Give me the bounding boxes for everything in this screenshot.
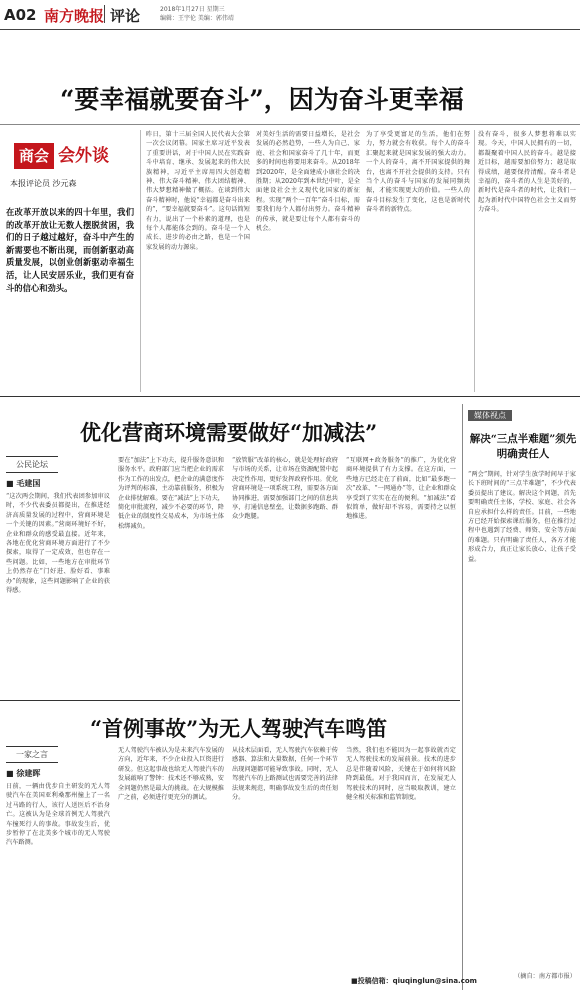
- article3-column-3: 从技术层面看，无人驾驶汽车依赖于传感器、算法和大量数据，任何一个环节出现问题都可能导致事故。同时，无人驾驶汽车的上路测试也需要完善的法律法规来规范，明确事故发生后的责任划分。: [232, 747, 338, 802]
- article2-column-tag: 公民论坛: [6, 456, 58, 473]
- paper-name: 南方晚报: [44, 7, 105, 25]
- column-logo-text: 会外谈: [58, 146, 109, 166]
- column-divider: [474, 130, 475, 392]
- divider: [0, 124, 580, 125]
- section-divider: [0, 396, 580, 397]
- article1-headline: “要幸福就要奋斗”，因为奋斗更幸福: [60, 85, 464, 114]
- article1-byline: 本报评论员 沙元森: [10, 179, 77, 188]
- masthead: [0, 0, 580, 30]
- article3-column-4: 当然，我们也不能因为一起事故就否定无人驾驶技术的发展前景。技术的进步总是伴随着风险，关键在于如何将风险降到最低。对于我国而言，在发展无人驾驶技术的同时，应当吸取教训，建立健全相关标准和监管制度。: [346, 747, 456, 802]
- sidebar-divider: [462, 404, 463, 990]
- sidebox-header: [468, 410, 576, 421]
- article1-column-2: 对美好生活的需要日益增长，是社会发展的必然趋势，一些人为自己、家庭、社会和国家奋斗了几十年，而更多的时间也将要用来奋斗。从2018年到2020年，是全面建成小康社会的决胜期；从2020年到本世纪中叶，是全面建设社会主义现代化国家的新征程。实现“两个一百年”奋斗目标，需要我们每个人都付出努力。奋斗精神的传承，就是要让每个人都有奋斗的机会。: [256, 131, 360, 233]
- article3-column-2: 无人驾驶汽车被认为是未来汽车发展的方向，近年来，不少企业投入巨资进行研发。但这起事故也给无人驾驶汽车的发展敲响了警钟：技术还不够成熟，安全问题仍然是最大的挑战。在大规模推广之前，必须进行更充分的测试。: [118, 747, 224, 802]
- sidebox-title: 解决“三点半难题”须先明确责任人: [469, 433, 577, 460]
- editors: 编辑：王宇伦 美编：郭伟靖: [160, 15, 234, 22]
- article1-column-1: 昨日，第十三届全国人民代表大会第一次会议闭幕。国家主席习近平发表了重要讲话，对于中国人民在实践奋斗中培育、继承、发展起来的伟大民族精神，习近平主席用四大创造精神、伟大奋斗精神、伟大团结精神、伟大梦想精神做了概括。在谈到伟大奋斗精神时，他说“幸福都是奋斗出来的”，“要幸福就要奋斗”。这句话简短有力，说出了一个朴素的道理，也是每个人都能体会到的。奋斗是一个人成长、进步的必由之路，也是一个国家发展的动力源泉。: [146, 131, 250, 251]
- page-number: A02: [4, 6, 37, 24]
- column-divider: [140, 130, 141, 392]
- article2-column-1: “这次两会期间，我们代表团参加审议时，不少代表委员都提出，在推进经济高质量发展的过程中，营商环境是一个关键的因素。”营商环境好不好，企业和群众的感受最直接。近年来，各地在优化营商环境方面进行了不少探索，取得了一定成效，但也存在一些问题。比如，一些地方在审批环节上仍然存在“门好进、脸好看、事难办”的现象，这些问题影响了企业的获得感。: [6, 493, 110, 595]
- article2-headline: 优化营商环境需要做好“加减法”: [80, 420, 378, 445]
- issue-date: 2018年1月27日 星期三: [160, 6, 225, 13]
- article1-column-3: 为了享受更富足的生活，他们在努力，努力就会有收获。每个人的奋斗汇聚起来就是国家发展的强大动力。一个人的奋斗，离不开国家提供的舞台，也离不开社会提供的支持。只有当个人的奋斗与国家的发展同频共振，才能实现更大的价值。一些人的奋斗目标发生了变化，这也是新时代奋斗者的新特点。: [366, 131, 470, 214]
- column-logo: [10, 140, 120, 176]
- article3-column-tag: 一家之言: [6, 746, 58, 763]
- article3-column-1: 日前，一辆由优步自主研发的无人驾驶汽车在美国亚利桑那州撞上了一名过马路的行人，该行人送医后不治身亡。这被认为是全球首例无人驾驶汽车撞死行人的事故。事故发生后，优步暂停了在北美多个城市的无人驾驶汽车路测。: [6, 783, 110, 847]
- article1-lead: 在改革开放以来的四十年里，我们的改革开放让无数人摆脱贫困，我们的日子越过越好，奋斗中产生的新需要也不断出现，而创新驱动高质量发展，以创业创新驱动幸福生活，让人民安居乐业，我们更有奋斗的信心和劲头。: [6, 207, 134, 293]
- masthead-info: [160, 5, 234, 23]
- masthead-divider: [104, 5, 105, 23]
- article2-byline: ■ 毛建国: [6, 479, 41, 488]
- article3-headline: “首例事故”为无人驾驶汽车鸣笛: [90, 716, 388, 741]
- column-logo-mark: 商会: [14, 143, 54, 169]
- article2-column-4: “互联网+政务服务”的推广，为优化营商环境提供了有力支撑。在这方面，一些地方已经走在了前面，比如“最多跑一次”改革、“一网通办”等，让企业和群众享受到了实实在在的便利。“加减法”看似简单，做好却不容易，需要持之以恒地推进。: [346, 457, 456, 521]
- article1-column-4: 没有奋斗，很多人梦想将难以实现。今天，中国人民拥有的一切，都凝聚着中国人民的奋斗。越是接近目标，越需要加倍努力；越是取得成绩，越要保持清醒。奋斗者是幸福的，奋斗者的人生是美好的，新时代是奋斗者的时代，让我们一起为新时代中国特色社会主义而努力奋斗。: [478, 131, 576, 214]
- article2-column-3: “放管服”改革的核心，就是处理好政府与市场的关系，让市场在资源配置中起决定性作用，更好发挥政府作用。优化营商环境是一项系统工程，需要各方面协同推进，需要加强部门之间的信息共享，打通信息壁垒，让数据多跑路、群众少跑腿。: [232, 457, 338, 521]
- submission-email: ■投稿信箱：qiuqinglun@sina.com: [351, 977, 477, 985]
- section-divider: [0, 700, 460, 701]
- sidebox-text: “两会”期间，针对学生放学时间早于家长下班时间的“三点半难题”，不少代表委员提出了建议。解决这个问题，首先要明确责任主体，学校、家庭、社会各自应承担什么样的责任。目前，一些地方已经开始探索课后服务，但在推行过程中也遇到了经费、师资、安全等方面的难题。只有明确了责任人，各方才能形成合力，真正让家长放心、让孩子受益。: [468, 471, 576, 563]
- article3-byline: ■ 徐建晖: [6, 769, 41, 778]
- sidebox-header-label: 媒体视点: [468, 410, 512, 421]
- section-name: 评论: [110, 7, 141, 25]
- sidebox-source: （摘自：南方都市报）: [514, 973, 576, 980]
- article2-column-2: 要在“加法”上下功夫，提升服务意识和服务水平。政府部门应当把企业的需求作为工作的出发点，把企业的满意度作为评判的标准，主动靠前服务，积极为企业排忧解难。要在“减法”上下功夫，简化审批流程，减少不必要的环节，降低企业的制度性交易成本，为市场主体松绑减负。: [118, 457, 224, 530]
